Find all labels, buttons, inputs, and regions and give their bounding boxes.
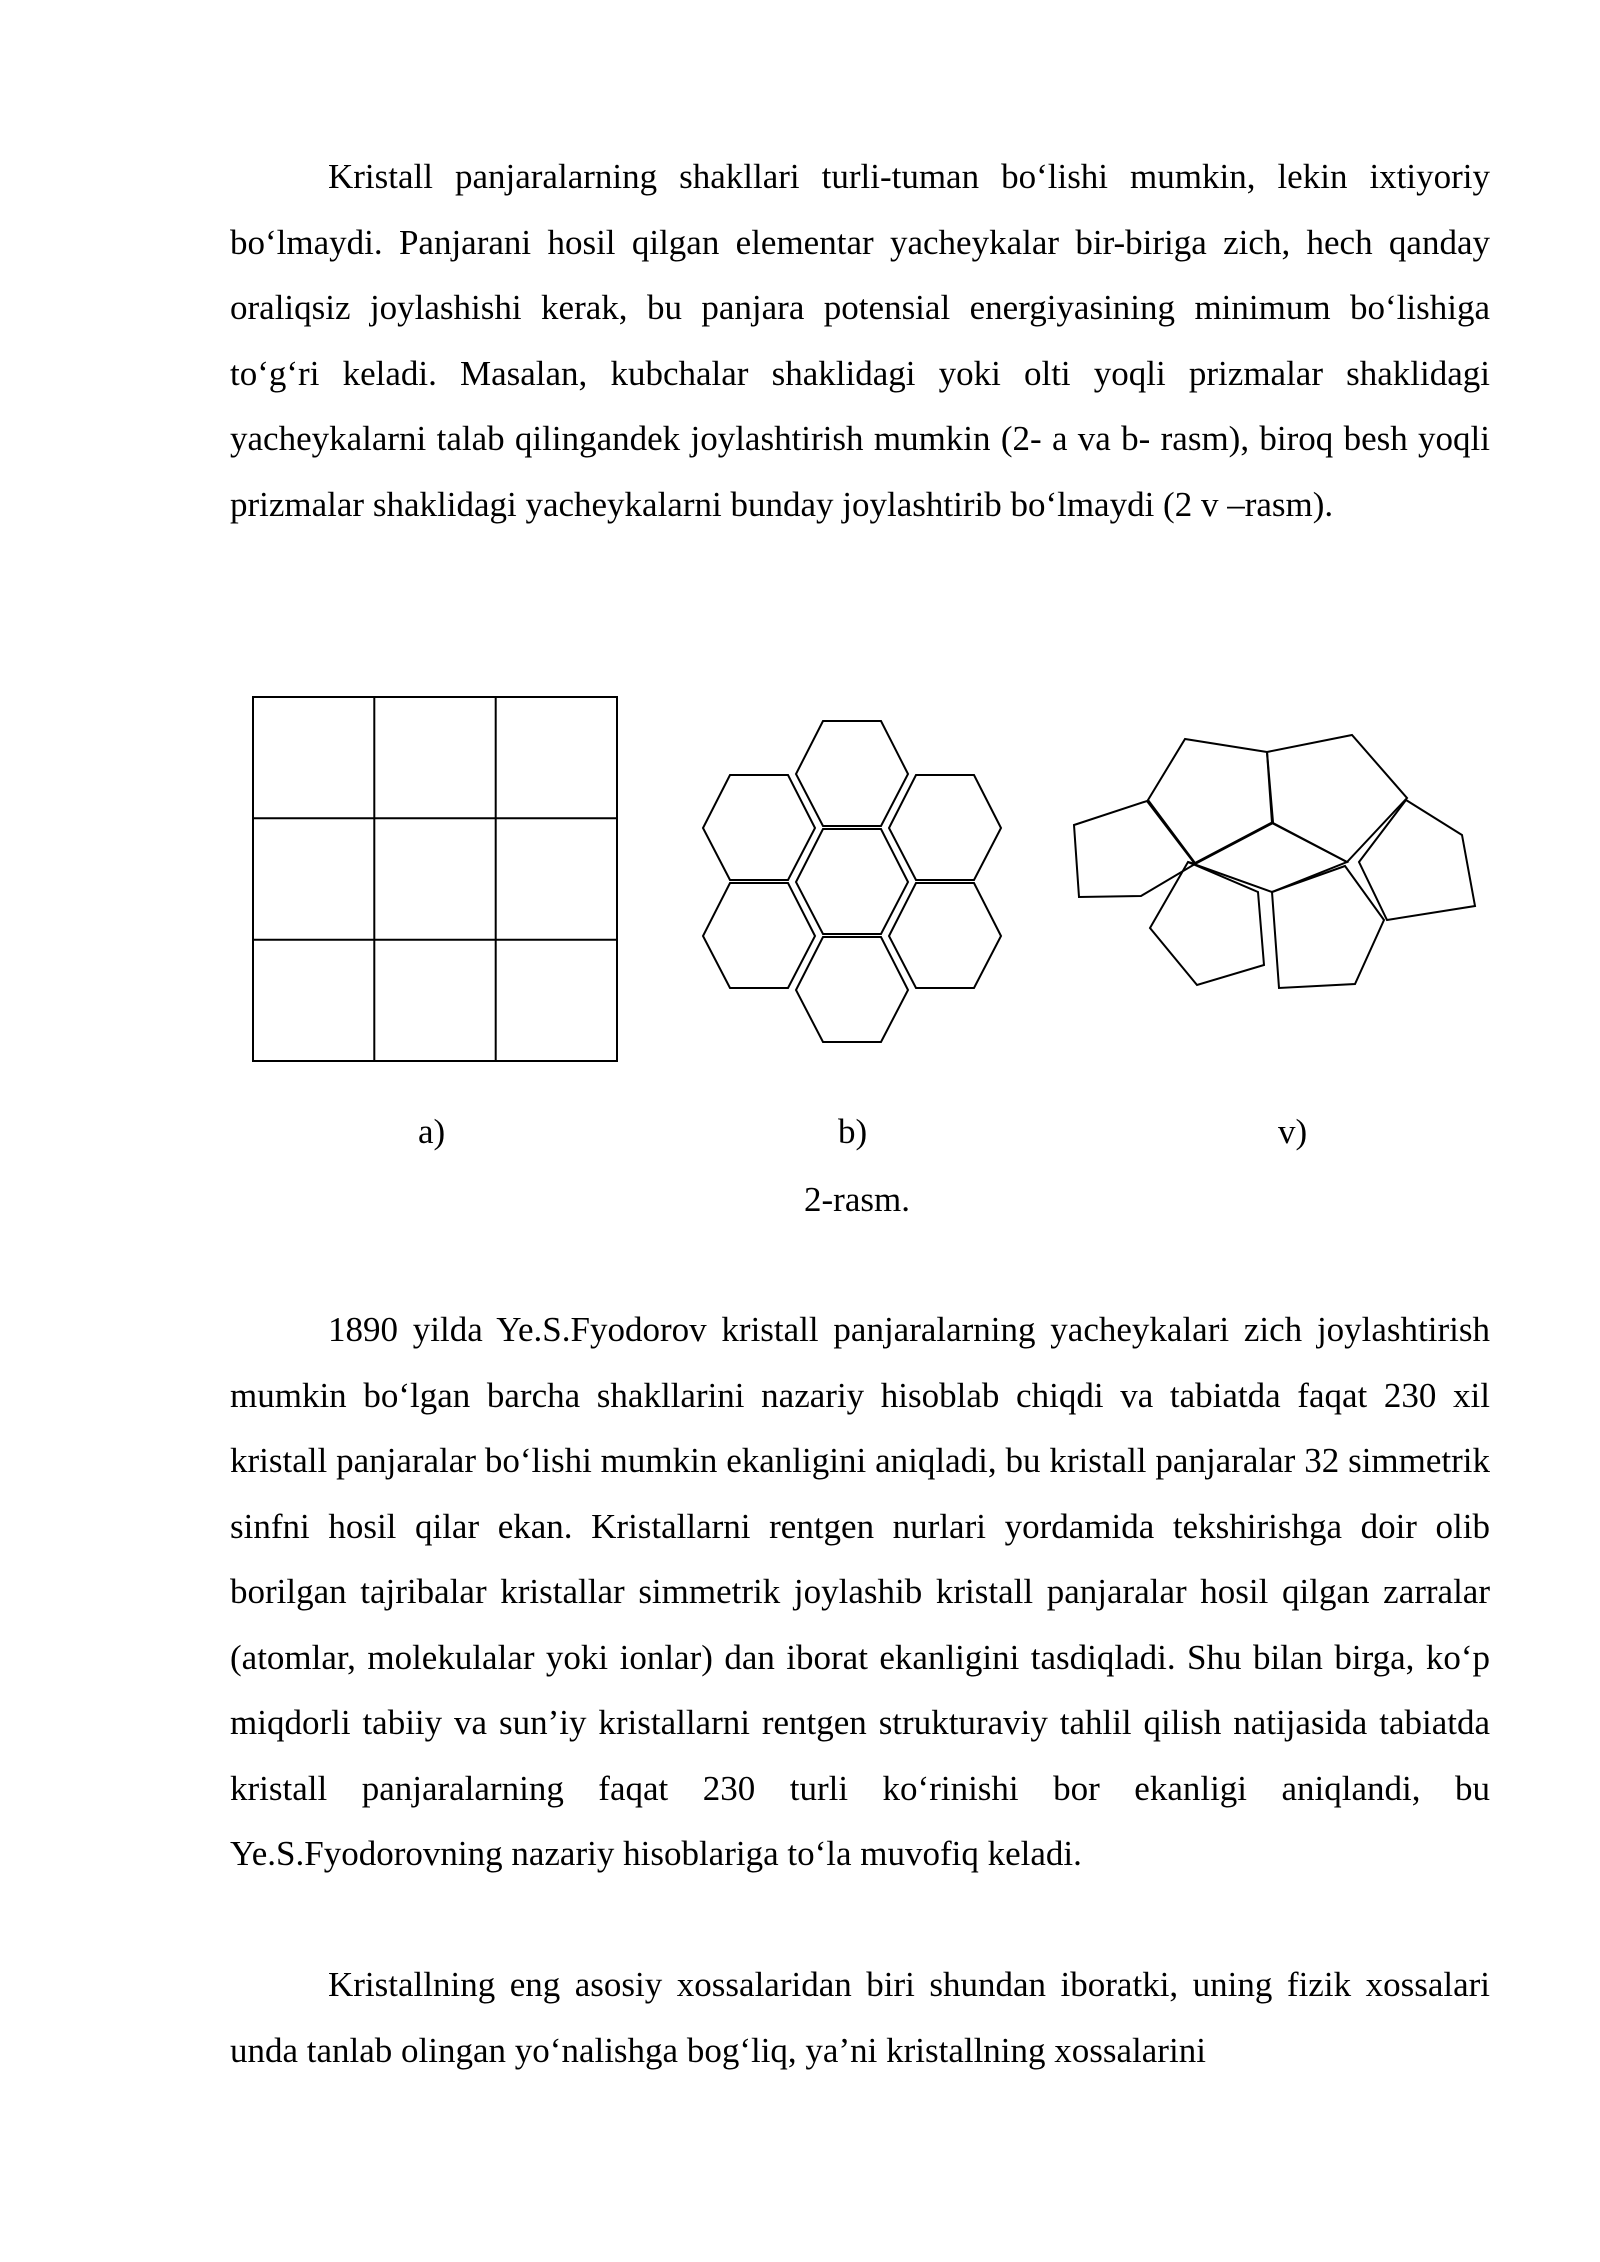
pentagon-arrangement (1074, 735, 1475, 988)
figure-2 (0, 680, 1600, 1100)
square-grid (253, 697, 617, 1061)
figure-caption: 2-rasm. (804, 1180, 910, 1219)
figure-label-b: b) (838, 1112, 868, 1151)
paragraph-intro: Kristall panjaralarning shakllari turli-tuman bo‘lishi mumkin, lekin ixtiyoriy bo‘lmaydi. Panjarani hosil qilgan elementar yacheykalar bir-biriga zich, hech qanday oraliqsiz joylashishi kerak, bu panjara potensial energiyasining minimum bo‘lishiga to‘g‘ri keladi. Masalan, kubchalar shaklidagi yoki olti yoqli prizmalar shaklidagi yacheykalarni talab qilingandek joylashtirish mumkin (2- a va b- rasm), biroq besh yoqli prizmalar shaklidagi yacheykalarni bunday joylashtirib bo‘lmaydi (2 v –rasm). (230, 157, 1490, 524)
figure-label-a: a) (418, 1112, 446, 1151)
paragraph-fyodorov: 1890 yilda Ye.S.Fyodorov kristall panjaralarning yacheykalari zich joylashtirish mumkin bo‘lgan barcha shakllarini nazariy hisoblab chiqdi va tabiatda faqat 230 xil kristall panjaralar bo‘lishi mumkin ekanligini aniqladi, bu kristall panjaralar 32 simmetrik sinfni hosil qilar ekan. Kristallarni rentgen nurlari yordamida tekshirishga doir olib borilgan tajribalar kristallar simmetrik joylashib kristall panjaralar hosil qilgan zarralar (atomlar, molekulalar yoki ionlar) dan iborat ekanligini tasdiqladi. Shu bilan birga, ko‘p miqdorli tabiiy va sun’iy kristallarni rentgen strukturaviy tahlil qilish natijasida tabiatda kristall panjaralarning faqat 230 turli ko‘rinishi bor ekanligi aniqlandi, bu Ye.S.Fyodorovning nazariy hisoblariga to‘la muvofiq keladi. (230, 1310, 1490, 1873)
hexagon-tiling (703, 721, 1001, 1042)
figure-2-drawing (0, 680, 1600, 1100)
paragraph-anisotropy: Kristallning eng asosiy xossalaridan biri shundan iboratki, uning fizik xossalari unda tanlab olingan yo‘nalishga bog‘liq, ya’ni kristallning xossalarini (230, 1965, 1490, 2070)
figure-label-v: v) (1278, 1112, 1308, 1151)
